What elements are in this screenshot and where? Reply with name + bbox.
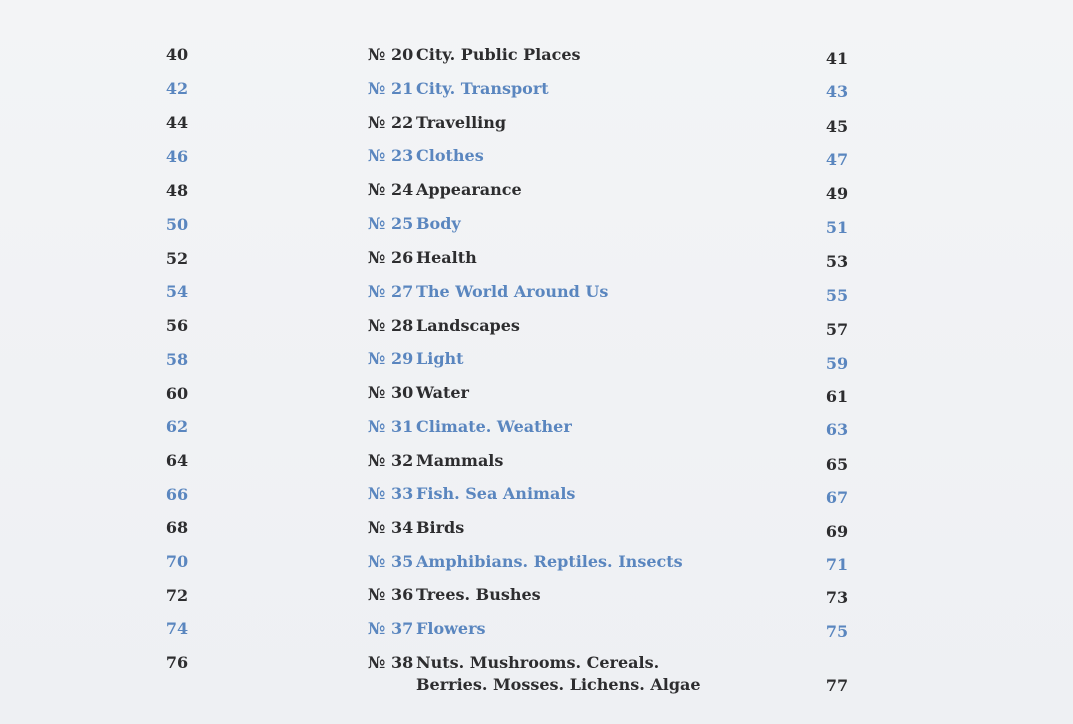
left-page-number: 70 bbox=[165, 552, 189, 571]
unit-number: № 24 bbox=[368, 180, 414, 199]
toc-entry bbox=[368, 282, 608, 301]
unit-title: Amphibians. Reptiles. Insects bbox=[416, 552, 683, 571]
unit-title: The World Around Us bbox=[416, 282, 609, 301]
unit-number: № 25 bbox=[368, 214, 414, 233]
left-page-number: 76 bbox=[165, 653, 189, 672]
right-page-number: 49 bbox=[825, 184, 849, 203]
right-page-number: 73 bbox=[825, 588, 849, 607]
right-page-number: 43 bbox=[825, 82, 849, 101]
unit-number: № 37 bbox=[368, 619, 414, 638]
unit-number: № 22 bbox=[368, 113, 414, 132]
toc-entry bbox=[368, 180, 522, 199]
unit-number: № 31 bbox=[368, 417, 414, 436]
unit-number: № 34 bbox=[368, 518, 414, 537]
toc-entry bbox=[368, 518, 464, 537]
unit-number: № 32 bbox=[368, 451, 414, 470]
right-page-number: 67 bbox=[825, 488, 849, 507]
unit-number: № 36 bbox=[368, 585, 414, 604]
right-page-number: 59 bbox=[825, 354, 849, 373]
right-page-number: 53 bbox=[825, 252, 849, 271]
left-page-number: 62 bbox=[165, 417, 189, 436]
toc-entry bbox=[368, 585, 541, 604]
toc-entry bbox=[368, 383, 469, 402]
unit-title: Landscapes bbox=[416, 316, 520, 335]
left-page-number: 54 bbox=[165, 282, 189, 301]
toc-entry bbox=[368, 214, 461, 233]
unit-number: № 23 bbox=[368, 146, 414, 165]
unit-number: № 20 bbox=[368, 45, 414, 64]
unit-number: № 30 bbox=[368, 383, 414, 402]
unit-number: № 35 bbox=[368, 552, 414, 571]
unit-title: Fish. Sea Animals bbox=[416, 484, 576, 503]
left-page-number: 72 bbox=[165, 586, 189, 605]
right-page-number: 47 bbox=[825, 150, 849, 169]
toc-entry bbox=[368, 552, 683, 571]
right-page-number: 61 bbox=[825, 387, 849, 406]
unit-number: № 29 bbox=[368, 349, 414, 368]
right-page-number: 63 bbox=[825, 420, 849, 439]
unit-title: City. Public Places bbox=[416, 45, 581, 64]
unit-number: № 33 bbox=[368, 484, 414, 503]
left-page-number: 52 bbox=[165, 249, 189, 268]
right-page-number: 69 bbox=[825, 522, 849, 541]
toc-entry bbox=[368, 113, 506, 132]
unit-title: Appearance bbox=[416, 180, 522, 199]
right-page-number: 41 bbox=[825, 49, 849, 68]
right-page-number: 51 bbox=[825, 218, 849, 237]
right-page-number: 57 bbox=[825, 320, 849, 339]
left-page-number: 42 bbox=[165, 79, 189, 98]
unit-title: Nuts. Mushrooms. Cereals. bbox=[416, 653, 660, 672]
unit-title: Travelling bbox=[416, 113, 507, 132]
toc-entry bbox=[368, 79, 549, 98]
right-page-number: 77 bbox=[825, 676, 849, 695]
unit-number: № 28 bbox=[368, 316, 414, 335]
unit-title: Birds bbox=[416, 518, 465, 537]
unit-number: № 26 bbox=[368, 248, 414, 267]
left-page-number: 68 bbox=[165, 518, 189, 537]
left-page-number: 66 bbox=[165, 485, 189, 504]
unit-title-continued: Berries. Mosses. Lichens. Algae bbox=[416, 675, 701, 694]
unit-title: Body bbox=[416, 214, 461, 233]
toc-entry bbox=[368, 45, 581, 64]
toc-entry bbox=[368, 451, 503, 470]
left-page-number: 64 bbox=[165, 451, 189, 470]
left-page-number: 56 bbox=[165, 316, 189, 335]
toc-entry bbox=[368, 653, 701, 694]
left-page-number: 74 bbox=[165, 619, 189, 638]
right-page-number: 55 bbox=[825, 286, 849, 305]
unit-number: № 27 bbox=[368, 282, 414, 301]
toc-entry bbox=[368, 619, 486, 638]
left-page-number: 46 bbox=[165, 147, 189, 166]
toc-entry bbox=[368, 248, 477, 267]
left-page-number: 60 bbox=[165, 384, 189, 403]
unit-title: Climate. Weather bbox=[416, 417, 572, 436]
unit-title: City. Transport bbox=[416, 79, 549, 98]
unit-title: Water bbox=[416, 383, 469, 402]
left-page-number: 40 bbox=[165, 45, 189, 64]
left-page-number: 48 bbox=[165, 181, 189, 200]
toc-entry bbox=[368, 146, 484, 165]
unit-title: Health bbox=[416, 248, 477, 267]
right-page-number: 71 bbox=[825, 555, 849, 574]
toc-entry bbox=[368, 484, 575, 503]
left-page-number: 44 bbox=[165, 113, 189, 132]
unit-title: Clothes bbox=[416, 146, 484, 165]
unit-number: № 38 bbox=[368, 653, 414, 672]
unit-number: № 21 bbox=[368, 79, 414, 98]
right-page-number: 75 bbox=[825, 622, 849, 641]
toc-entry bbox=[368, 349, 464, 368]
right-page-number: 65 bbox=[825, 455, 849, 474]
unit-title: Flowers bbox=[416, 619, 486, 638]
left-page-number: 58 bbox=[165, 350, 189, 369]
unit-title: Light bbox=[416, 349, 464, 368]
left-page-number: 50 bbox=[165, 215, 189, 234]
unit-title: Trees. Bushes bbox=[416, 585, 541, 604]
toc-entry bbox=[368, 417, 572, 436]
right-page-number: 45 bbox=[825, 117, 849, 136]
toc-entry bbox=[368, 316, 520, 335]
unit-title: Mammals bbox=[416, 451, 504, 470]
